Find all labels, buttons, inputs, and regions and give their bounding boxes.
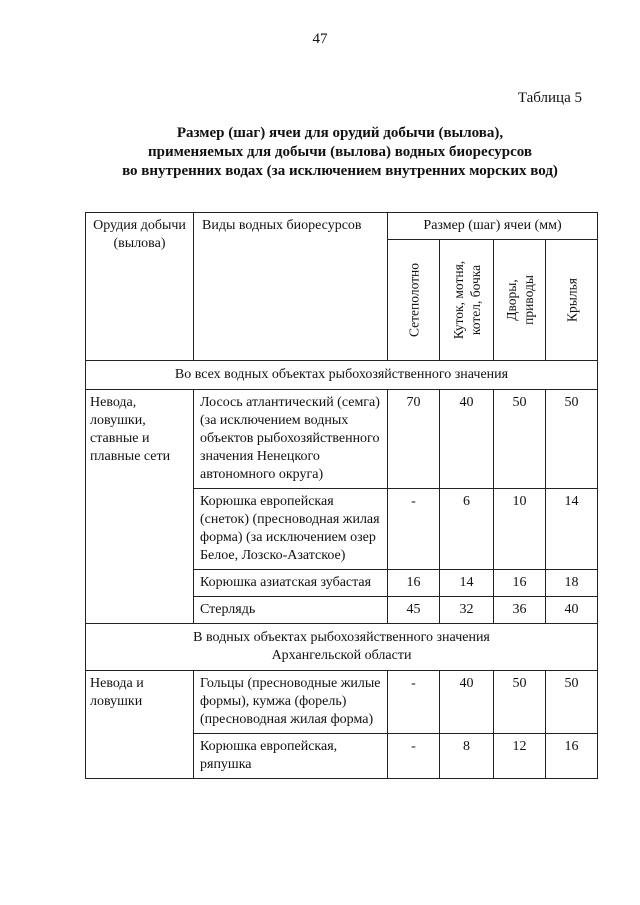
section-title <box>86 624 598 671</box>
species-cell: Гольцы (пресноводные жилые формы), кумжа (форель) (пресноводная жилая форма) <box>194 671 388 734</box>
document-title <box>60 124 620 181</box>
codend-cell: 6 <box>440 489 494 570</box>
header-yards-label <box>503 275 537 325</box>
section-title: Во всех водных объектах рыбохозяйственного значения <box>86 361 598 390</box>
codend-cell: 8 <box>440 734 494 779</box>
header-yards <box>494 240 546 361</box>
yards-cell: 10 <box>494 489 546 570</box>
header-codend-label <box>450 261 484 339</box>
netting-cell: 45 <box>388 597 440 624</box>
header-codend <box>440 240 494 361</box>
title-line: применяемых для добычи (вылова) водных биоресурсов <box>147 144 533 160</box>
header-netting <box>388 240 440 361</box>
header-netting-label: Сетеполотно <box>406 262 421 338</box>
table-header-row <box>86 213 598 240</box>
section-title-line: В водных объектах рыбохозяйственного значения <box>193 630 490 645</box>
species-cell: Корюшка европейская, ряпушка <box>194 734 388 779</box>
table-row <box>86 390 598 489</box>
yards-cell: 12 <box>494 734 546 779</box>
netting-cell: - <box>388 671 440 734</box>
gear-cell: Невода, ловушки, ставные и плавные сети <box>86 390 194 624</box>
yards-cell: 16 <box>494 570 546 597</box>
yards-cell: 36 <box>494 597 546 624</box>
wings-cell: 50 <box>546 390 598 489</box>
header-mesh-size: Размер (шаг) ячеи (мм) <box>388 213 598 240</box>
wings-cell: 14 <box>546 489 598 570</box>
section-row <box>86 624 598 671</box>
netting-cell: - <box>388 489 440 570</box>
section-row <box>86 361 598 390</box>
table-label: Таблица 5 <box>517 90 582 106</box>
wings-cell: 16 <box>546 734 598 779</box>
species-cell: Лосось атлантический (семга) (за исключением водных объектов рыбохозяйственного значения Ненецкого автономного округа) <box>194 390 388 489</box>
header-species: Виды водных биоресурсов <box>194 213 388 361</box>
mesh-size-table <box>85 212 598 779</box>
species-cell: Стерлядь <box>194 597 388 624</box>
header-gear: Орудия добычи (вылова) <box>86 213 194 361</box>
netting-cell: - <box>388 734 440 779</box>
header-wings <box>546 240 598 361</box>
page-number: 47 <box>312 31 328 47</box>
codend-cell: 40 <box>440 671 494 734</box>
header-codend-line: Куток, мотня, <box>450 260 466 340</box>
title-line: Размер (шаг) ячеи для орудий добычи (вылова), <box>176 125 504 141</box>
yards-cell: 50 <box>494 390 546 489</box>
species-cell: Корюшка европейская (снеток) (пресноводная жилая форма) (за исключением озер Белое, Лозско-Азатское) <box>194 489 388 570</box>
codend-cell: 40 <box>440 390 494 489</box>
table-row <box>86 671 598 734</box>
wings-cell: 40 <box>546 597 598 624</box>
section-title-line: Архангельской области <box>271 648 412 663</box>
gear-cell: Невода и ловушки <box>86 671 194 779</box>
codend-cell: 32 <box>440 597 494 624</box>
yards-cell: 50 <box>494 671 546 734</box>
codend-cell: 14 <box>440 570 494 597</box>
netting-cell: 16 <box>388 570 440 597</box>
header-wings-label: Крылья <box>564 278 579 322</box>
title-line: во внутренних водах (за исключением внутренних морских вод) <box>122 163 558 179</box>
species-cell: Корюшка азиатская зубастая <box>194 570 388 597</box>
header-codend-line: котел, бочка <box>467 264 483 336</box>
wings-cell: 50 <box>546 671 598 734</box>
wings-cell: 18 <box>546 570 598 597</box>
header-yards-line: Дворы, <box>503 279 519 321</box>
netting-cell: 70 <box>388 390 440 489</box>
header-yards-line: приводы <box>520 275 536 325</box>
